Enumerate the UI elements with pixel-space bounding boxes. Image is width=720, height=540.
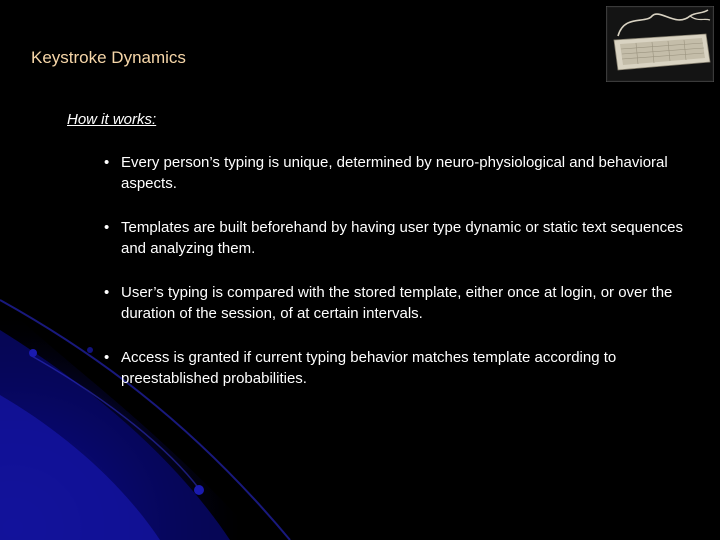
- bullet-item: • Every person’s typing is unique, determined by neuro-physiological and behavioral aspects.: [100, 152, 710, 194]
- bullet-item: • User’s typing is compared with the stored template, either once at login, or over the duration of the session, of at certain intervals.: [100, 282, 710, 324]
- bullet-item: • Templates are built beforehand by having user type dynamic or static text sequences and analyzing them.: [100, 217, 710, 259]
- bullet-list: [100, 152, 710, 412]
- slide-subheading: How it works:: [67, 111, 157, 128]
- slide-title: Keystroke Dynamics: [31, 48, 186, 67]
- bullet-item: • Access is granted if current typing behavior matches template according to preestablished probabilities.: [100, 347, 710, 389]
- keyboard-icon: [606, 6, 714, 82]
